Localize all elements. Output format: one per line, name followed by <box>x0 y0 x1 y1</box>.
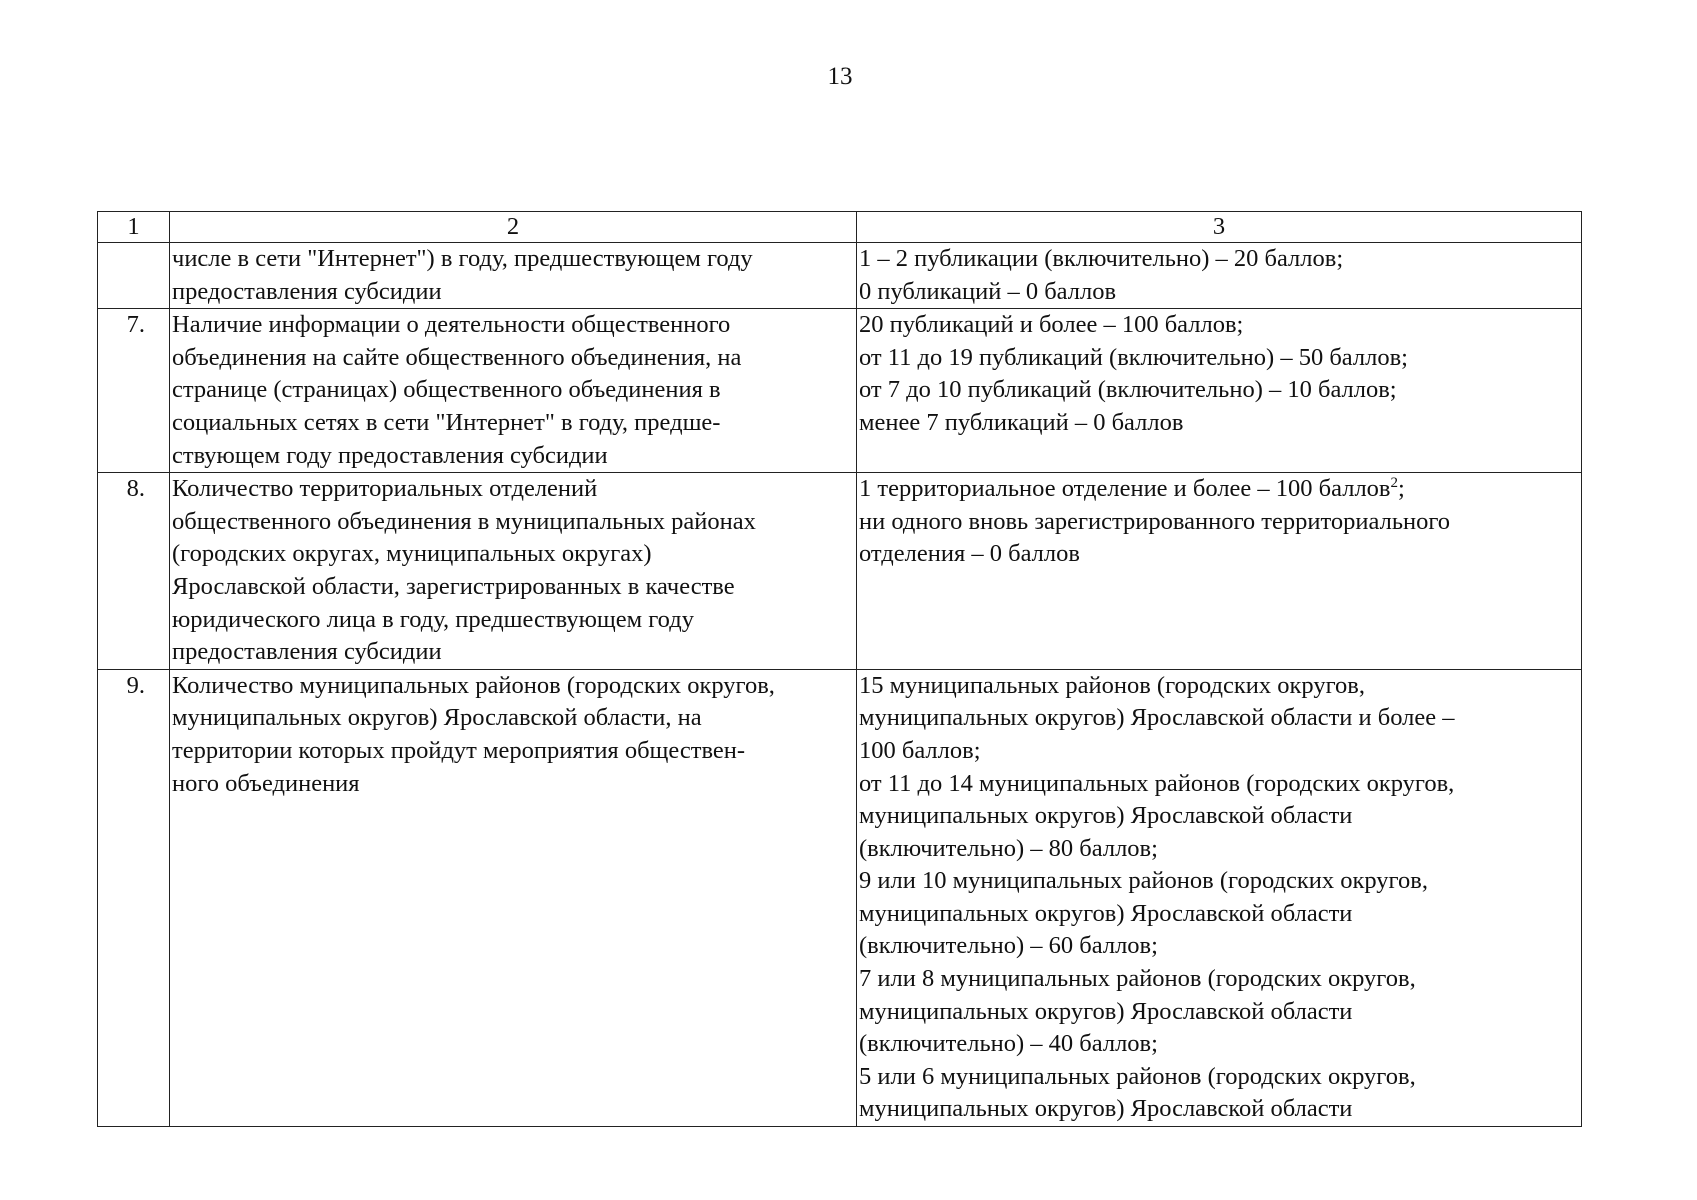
criterion-line: Количество территориальных отделений <box>172 475 598 503</box>
table-row <box>98 669 1582 1126</box>
score-line: ни одного вновь зарегистрированного территориального <box>859 507 1451 535</box>
criterion-line: Наличие информации о деятельности общественного <box>172 311 731 339</box>
table-header-row <box>98 212 1582 243</box>
score-cell <box>857 473 1582 670</box>
score-line: муниципальных округов) Ярославской области <box>859 899 1353 927</box>
score-cell <box>857 309 1582 473</box>
header-cell: 2 <box>170 212 857 243</box>
header-cell: 1 <box>98 212 170 243</box>
header-cell: 3 <box>857 212 1582 243</box>
score-punct: ; <box>1398 475 1405 503</box>
score-line: 7 или 8 муниципальных районов (городских округов, <box>859 965 1416 993</box>
criterion-line: ствующем году предоставления субсидии <box>172 441 608 469</box>
row-number: 7. <box>98 309 170 473</box>
table-row <box>98 473 1582 670</box>
criterion-cell <box>170 473 857 670</box>
score-line: 1 – 2 публикации (включительно) – 20 баллов; <box>859 245 1344 272</box>
criterion-cell <box>170 243 857 309</box>
score-line: 9 или 10 муниципальных районов (городских округов, <box>859 867 1428 895</box>
score-line: 15 муниципальных районов (городских округов, <box>859 671 1365 699</box>
score-line: (включительно) – 40 баллов; <box>859 1030 1158 1058</box>
score-line: от 7 до 10 публикаций (включительно) – 10 баллов; <box>859 376 1397 404</box>
footnote-marker: 2 <box>1390 475 1398 491</box>
criterion-line: социальных сетях в сети "Интернет" в году, предше- <box>172 408 721 436</box>
criterion-line: общественного объединения в муниципальных районах <box>172 507 756 535</box>
score-line: муниципальных округов) Ярославской области <box>859 1095 1353 1123</box>
row-number <box>98 243 170 309</box>
score-line: 20 публикаций и более – 100 баллов; <box>859 311 1244 339</box>
criterion-line: Количество муниципальных районов (городских округов, <box>172 671 775 699</box>
score-line: отделения – 0 баллов <box>859 540 1080 568</box>
score-line: 0 публикаций – 0 баллов <box>859 277 1117 305</box>
score-line: муниципальных округов) Ярославской области и более – <box>859 704 1455 732</box>
criterion-line: предоставления субсидии <box>172 277 442 305</box>
criterion-line: (городских округах, муниципальных округах) <box>172 540 652 568</box>
criterion-line: странице (страницах) общественного объединения в <box>172 376 721 404</box>
criterion-line: территории которых пройдут мероприятия обществен- <box>172 736 746 764</box>
row-number: 8. <box>98 473 170 670</box>
score-line: от 11 до 14 муниципальных районов (городских округов, <box>859 769 1455 797</box>
score-line: 100 баллов; <box>859 736 981 764</box>
criteria-table <box>97 211 1582 1127</box>
score-cell <box>857 669 1582 1126</box>
table-row <box>98 309 1582 473</box>
criterion-line: предоставления субсидии <box>172 638 442 666</box>
criterion-line: Ярославской области, зарегистрированных в качестве <box>172 572 735 600</box>
criterion-line: объединения на сайте общественного объединения, на <box>172 343 742 371</box>
criterion-line: муниципальных округов) Ярославской области, на <box>172 704 702 732</box>
score-cell <box>857 243 1582 309</box>
criterion-cell <box>170 309 857 473</box>
criterion-cell <box>170 669 857 1126</box>
score-line: (включительно) – 60 баллов; <box>859 932 1158 960</box>
page-number: 13 <box>827 63 853 90</box>
score-line: менее 7 публикаций – 0 баллов <box>859 408 1184 436</box>
score-text: 1 территориальное отделение и более – 100 баллов <box>859 475 1391 503</box>
score-line: (включительно) – 80 баллов; <box>859 834 1158 862</box>
score-line: муниципальных округов) Ярославской области <box>859 802 1353 830</box>
criterion-line: юридического лица в году, предшествующем году <box>172 605 694 633</box>
score-line: от 11 до 19 публикаций (включительно) – 50 баллов; <box>859 343 1408 371</box>
score-line-with-footnote <box>859 473 1579 506</box>
criterion-line: ного объединения <box>172 769 360 797</box>
criterion-line: числе в сети "Интернет") в году, предшествующем году <box>172 245 753 272</box>
row-number: 9. <box>98 669 170 1126</box>
score-line: муниципальных округов) Ярославской области <box>859 997 1353 1025</box>
table-row <box>98 243 1582 309</box>
score-line: 5 или 6 муниципальных районов (городских округов, <box>859 1062 1416 1090</box>
